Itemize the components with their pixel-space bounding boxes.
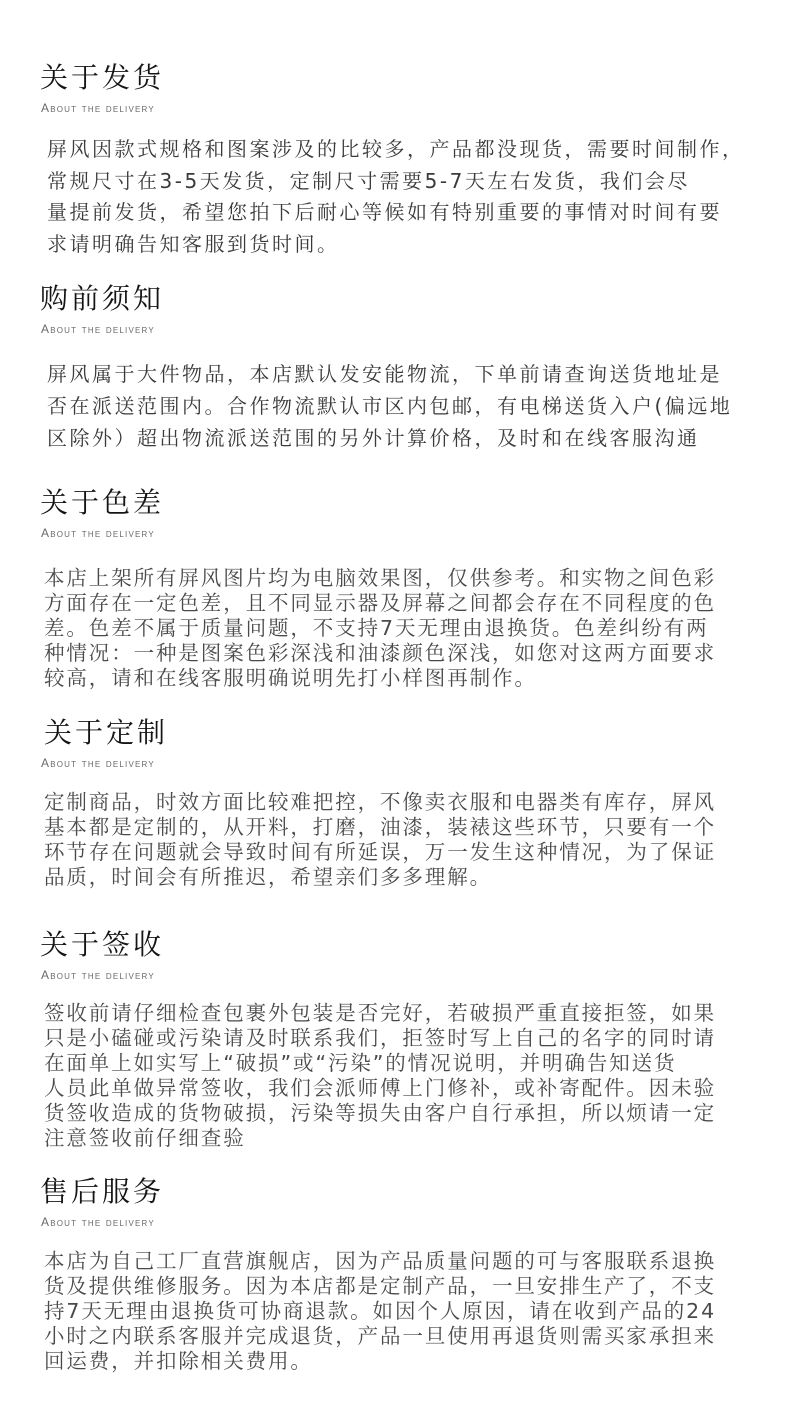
body-line: 在面单上如实写上“破损”或“污染”的情况说明，并明确告知送货: [44, 1051, 677, 1075]
body-line: 人员此单做异常签收，我们会派师傅上门修补，或补寄配件。因未验: [44, 1076, 716, 1100]
body-line: 定制商品，时效方面比较难把控，不像卖衣服和电器类有库存，屏风: [44, 790, 716, 814]
body-line: 屏风因款式规格和图案涉及的比较多，产品都没现货，需要时间制作，: [47, 137, 745, 161]
body-line: 回运费，并扣除相关费用。: [44, 1349, 313, 1373]
body-line: 品质，时间会有所推迟，希望亲们多多理解。: [44, 865, 492, 889]
body-line: 只是小磕碰或污染请及时联系我们，拒签时写上自己的名字的同时请: [44, 1026, 716, 1050]
body-line: 较高，请和在线客服明确说明先打小样图再制作。: [44, 666, 537, 690]
section-title-purchase-notice: 购前须知: [40, 282, 165, 315]
section-body-after-sales: [44, 1249, 716, 1374]
body-line: 签收前请仔细检查包裹外包装是否完好，若破损严重直接拒签，如果: [44, 1001, 716, 1025]
section-subtitle-purchase-notice: About the delivery: [41, 322, 155, 336]
body-line: 常规尺寸在3-5天发货，定制尺寸需要5-7天左右发货，我们会尽: [47, 168, 690, 193]
body-line: 本店为自己工厂直营旗舰店，因为产品质量问题的可与客服联系退换: [44, 1249, 716, 1273]
section-body-color-difference: [44, 566, 716, 691]
section-subtitle-customization: About the delivery: [41, 756, 155, 770]
body-line: 货及提供维修服务。因为本店都是定制产品，一旦安排生产了，不支: [44, 1274, 716, 1298]
section-title-customization: 关于定制: [44, 716, 169, 749]
body-line: 区除外）超出物流派送范围的另外计算价格，及时和在线客服沟通: [47, 426, 700, 450]
body-line: 求请明确告知客服到货时间。: [47, 231, 340, 256]
section-body-delivery: [47, 134, 745, 260]
section-title-after-sales: 售后服务: [40, 1175, 165, 1208]
body-line: 差。色差不属于质量问题，不支持7天无理由退换货。色差纠纷有两: [44, 616, 709, 640]
section-body-purchase-notice: [47, 358, 732, 454]
body-line: 屏风属于大件物品，本店默认发安能物流，下单前请查询送货地址是: [47, 362, 722, 386]
body-line: 货签收造成的货物破损，污染等损失由客户自行承担，所以烦请一定: [44, 1101, 716, 1125]
section-body-receipt: [44, 1001, 716, 1151]
section-subtitle-delivery: About the delivery: [41, 101, 155, 115]
body-line: 持7天无理由退换货可协商退款。如因个人原因，请在收到产品的24: [44, 1299, 717, 1323]
section-title-delivery: 关于发货: [40, 61, 165, 94]
body-line: 量提前发货，希望您拍下后耐心等候如有特别重要的事情对时间有要: [47, 200, 722, 224]
body-line: 环节存在问题就会导致时间有所延误，万一发生这种情况，为了保证: [44, 840, 716, 864]
section-body-customization: [44, 790, 716, 890]
body-line: 种情况：一种是图案色彩深浅和油漆颜色深浅，如您对这两方面要求: [44, 641, 716, 665]
body-line: 小时之内联系客服并完成退货，产品一旦使用再退货则需买家承担来: [44, 1324, 716, 1348]
section-subtitle-color-difference: About the delivery: [41, 526, 155, 540]
body-line: 基本都是定制的，从开料，打磨，油漆，装裱这些环节，只要有一个: [44, 815, 716, 839]
body-line: 注意签收前仔细查验: [44, 1126, 246, 1150]
section-subtitle-receipt: About the delivery: [41, 968, 155, 982]
body-line: 否在派送范围内。合作物流默认市区内包邮，有电梯送货入户(偏远地: [47, 394, 733, 418]
body-line: 本店上架所有屏风图片均为电脑效果图，仅供参考。和实物之间色彩: [44, 566, 716, 590]
body-line: 方面存在一定色差，且不同显示器及屏幕之间都会存在不同程度的色: [44, 591, 716, 615]
section-subtitle-after-sales: About the delivery: [41, 1215, 155, 1229]
section-title-color-difference: 关于色差: [40, 486, 165, 519]
section-title-receipt: 关于签收: [40, 928, 165, 961]
